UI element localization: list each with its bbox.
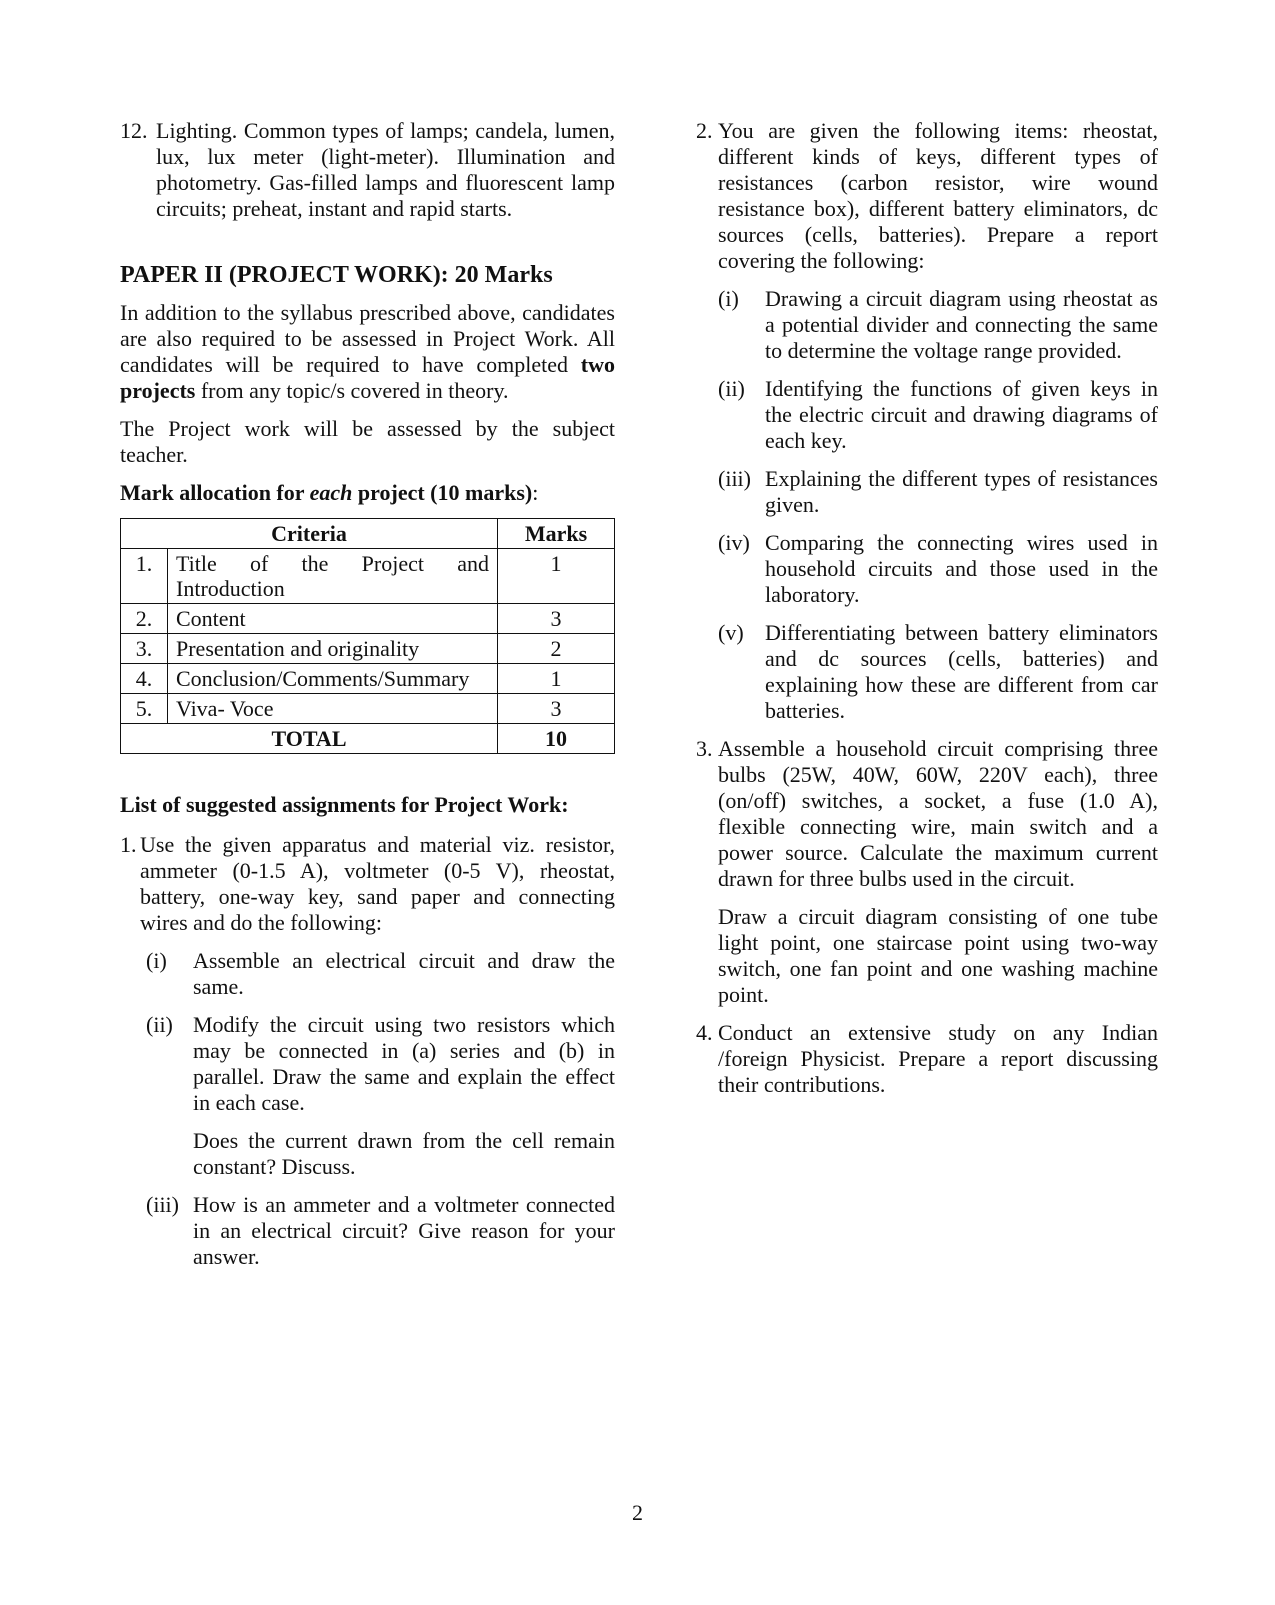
row-criteria: Presentation and originality — [168, 634, 498, 664]
assessment-paragraph: The Project work will be assessed by the subject teacher. — [120, 416, 615, 467]
sub-item — [718, 376, 1158, 454]
intro-text-part: In addition to the syllabus prescribed above, candidates are also required to be assessed in Project Work. All candidates will be required to have completed — [120, 300, 615, 377]
sub-item-text: Differentiating between battery eliminators and dc sources (cells, batteries) and explaining how these are different from car batteries. — [765, 620, 1158, 723]
label-part: Mark allocation for — [120, 480, 310, 505]
sub-item-text: Explaining the different types of resistances given. — [765, 466, 1158, 517]
assignment-text: You are given the following items: rheostat, different kinds of keys, different types of resistances (carbon resistor, wire wound resistance box), different battery eliminators, dc sources (cells, batteries). Prepare a report covering the following: — [718, 118, 1158, 273]
row-criteria: Conclusion/Comments/Summary — [168, 664, 498, 694]
assignment-number: 1. — [120, 832, 137, 857]
sub-item-text: Assemble an electrical circuit and draw the same. — [193, 948, 615, 999]
assignment-3 — [696, 736, 1158, 1008]
marks-header: Marks — [498, 519, 615, 549]
row-number: 5. — [121, 694, 168, 724]
sub-item — [718, 466, 1158, 518]
sub-item — [718, 620, 1158, 724]
right-column — [696, 118, 1158, 1098]
row-number: 4. — [121, 664, 168, 694]
row-marks: 1 — [498, 549, 615, 604]
sub-item-numeral: (ii) — [146, 1012, 173, 1037]
row-criteria: Viva- Voce — [168, 694, 498, 724]
label-colon: : — [532, 480, 539, 505]
sub-item-text: Identifying the functions of given keys in the electric circuit and drawing diagrams of each key. — [765, 376, 1158, 453]
table-row — [121, 604, 615, 634]
total-label: TOTAL — [121, 724, 498, 754]
criteria-header: Criteria — [121, 519, 498, 549]
assignment-1 — [120, 832, 615, 936]
sub-item — [718, 286, 1158, 364]
table-row — [121, 634, 615, 664]
assignment-text: Assemble a household circuit comprising three bulbs (25W, 40W, 60W, 220V each), three (on/off) switches, a socket, a fuse (1.0 A), flexible connecting wire, main switch and a power source. Calculate the maximum current drawn for three bulbs used in the circuit. — [718, 736, 1158, 891]
sub-item-text: Comparing the connecting wires used in household circuits and those used in the laboratory. — [765, 530, 1158, 607]
assignment-text: Conduct an extensive study on any Indian /foreign Physicist. Prepare a report discussing their contributions. — [718, 1020, 1158, 1097]
table-total-row — [121, 724, 615, 754]
sub-item-numeral: (iii) — [146, 1192, 179, 1217]
assignment-number: 2. — [696, 118, 713, 143]
assignment-number: 4. — [696, 1020, 713, 1045]
sub-item — [146, 1192, 615, 1270]
row-marks: 3 — [498, 694, 615, 724]
sub-item-numeral: (ii) — [718, 376, 745, 401]
syllabus-item-12 — [120, 118, 615, 222]
row-number: 1. — [121, 549, 168, 604]
item-number: 12. — [120, 118, 148, 143]
sub-item-numeral: (iii) — [718, 466, 751, 491]
sub-item-text: How is an ammeter and a voltmeter connected in an electrical circuit? Give reason for your answer. — [193, 1192, 615, 1269]
label-part: project (10 marks) — [352, 480, 533, 505]
intro-bold-text: two projects — [120, 352, 615, 403]
assignment-2 — [696, 118, 1158, 274]
row-number: 3. — [121, 634, 168, 664]
intro-text-part: from any topic/s covered in theory. — [195, 378, 509, 403]
table-row — [121, 694, 615, 724]
row-number: 2. — [121, 604, 168, 634]
sub-item-numeral: (iv) — [718, 530, 750, 555]
table-row — [121, 549, 615, 604]
assignment-extra: Draw a circuit diagram consisting of one tube light point, one staircase point using two-way switch, one fan point and one washing machine point. — [718, 904, 1158, 1007]
assignments-list-title: List of suggested assignments for Project Work: — [120, 792, 569, 817]
page-number: 2 — [632, 1500, 643, 1525]
sub-item-text: Modify the circuit using two resistors which may be connected in (a) series and (b) in parallel. Draw the same and explain the effect in each case. — [193, 1012, 615, 1115]
left-column — [120, 118, 615, 1270]
table-header-row — [121, 519, 615, 549]
label-italic: each — [309, 480, 353, 505]
sub-item — [146, 1012, 615, 1180]
assignment-4 — [696, 1020, 1158, 1098]
sub-item-numeral: (v) — [718, 620, 744, 645]
sub-item-text: Drawing a circuit diagram using rheostat as a potential divider and connecting the same to determine the voltage range provided. — [765, 286, 1158, 363]
assignment-number: 3. — [696, 736, 713, 761]
row-marks: 1 — [498, 664, 615, 694]
row-criteria: Title of the Project and Introduction — [168, 549, 498, 604]
total-marks: 10 — [498, 724, 615, 754]
sub-item — [146, 948, 615, 1000]
row-marks: 2 — [498, 634, 615, 664]
assignment-text: Use the given apparatus and material viz. resistor, ammeter (0-1.5 A), voltmeter (0-5 V), rheostat, battery, one-way key, sand paper and connecting wires and do the following: — [140, 832, 615, 935]
row-criteria: Content — [168, 604, 498, 634]
table-row — [121, 664, 615, 694]
mark-allocation-table — [120, 518, 615, 754]
sub-item-numeral: (i) — [718, 286, 739, 311]
sub-item-body — [193, 1012, 615, 1180]
assignment-body — [718, 736, 1158, 1008]
sub-item — [718, 530, 1158, 608]
section-title: PAPER II (PROJECT WORK): 20 Marks — [120, 262, 553, 288]
item-text: Lighting. Common types of lamps; candela, lumen, lux, lux meter (light-meter). Illumination and photometry. Gas-filled lamps and fluorescent lamp circuits; preheat, instant and rapid starts. — [156, 118, 615, 221]
row-marks: 3 — [498, 604, 615, 634]
sub-item-numeral: (i) — [146, 948, 167, 973]
mark-allocation-label — [120, 480, 615, 506]
sub-item-extra: Does the current drawn from the cell remain constant? Discuss. — [193, 1128, 615, 1179]
intro-paragraph — [120, 300, 615, 404]
